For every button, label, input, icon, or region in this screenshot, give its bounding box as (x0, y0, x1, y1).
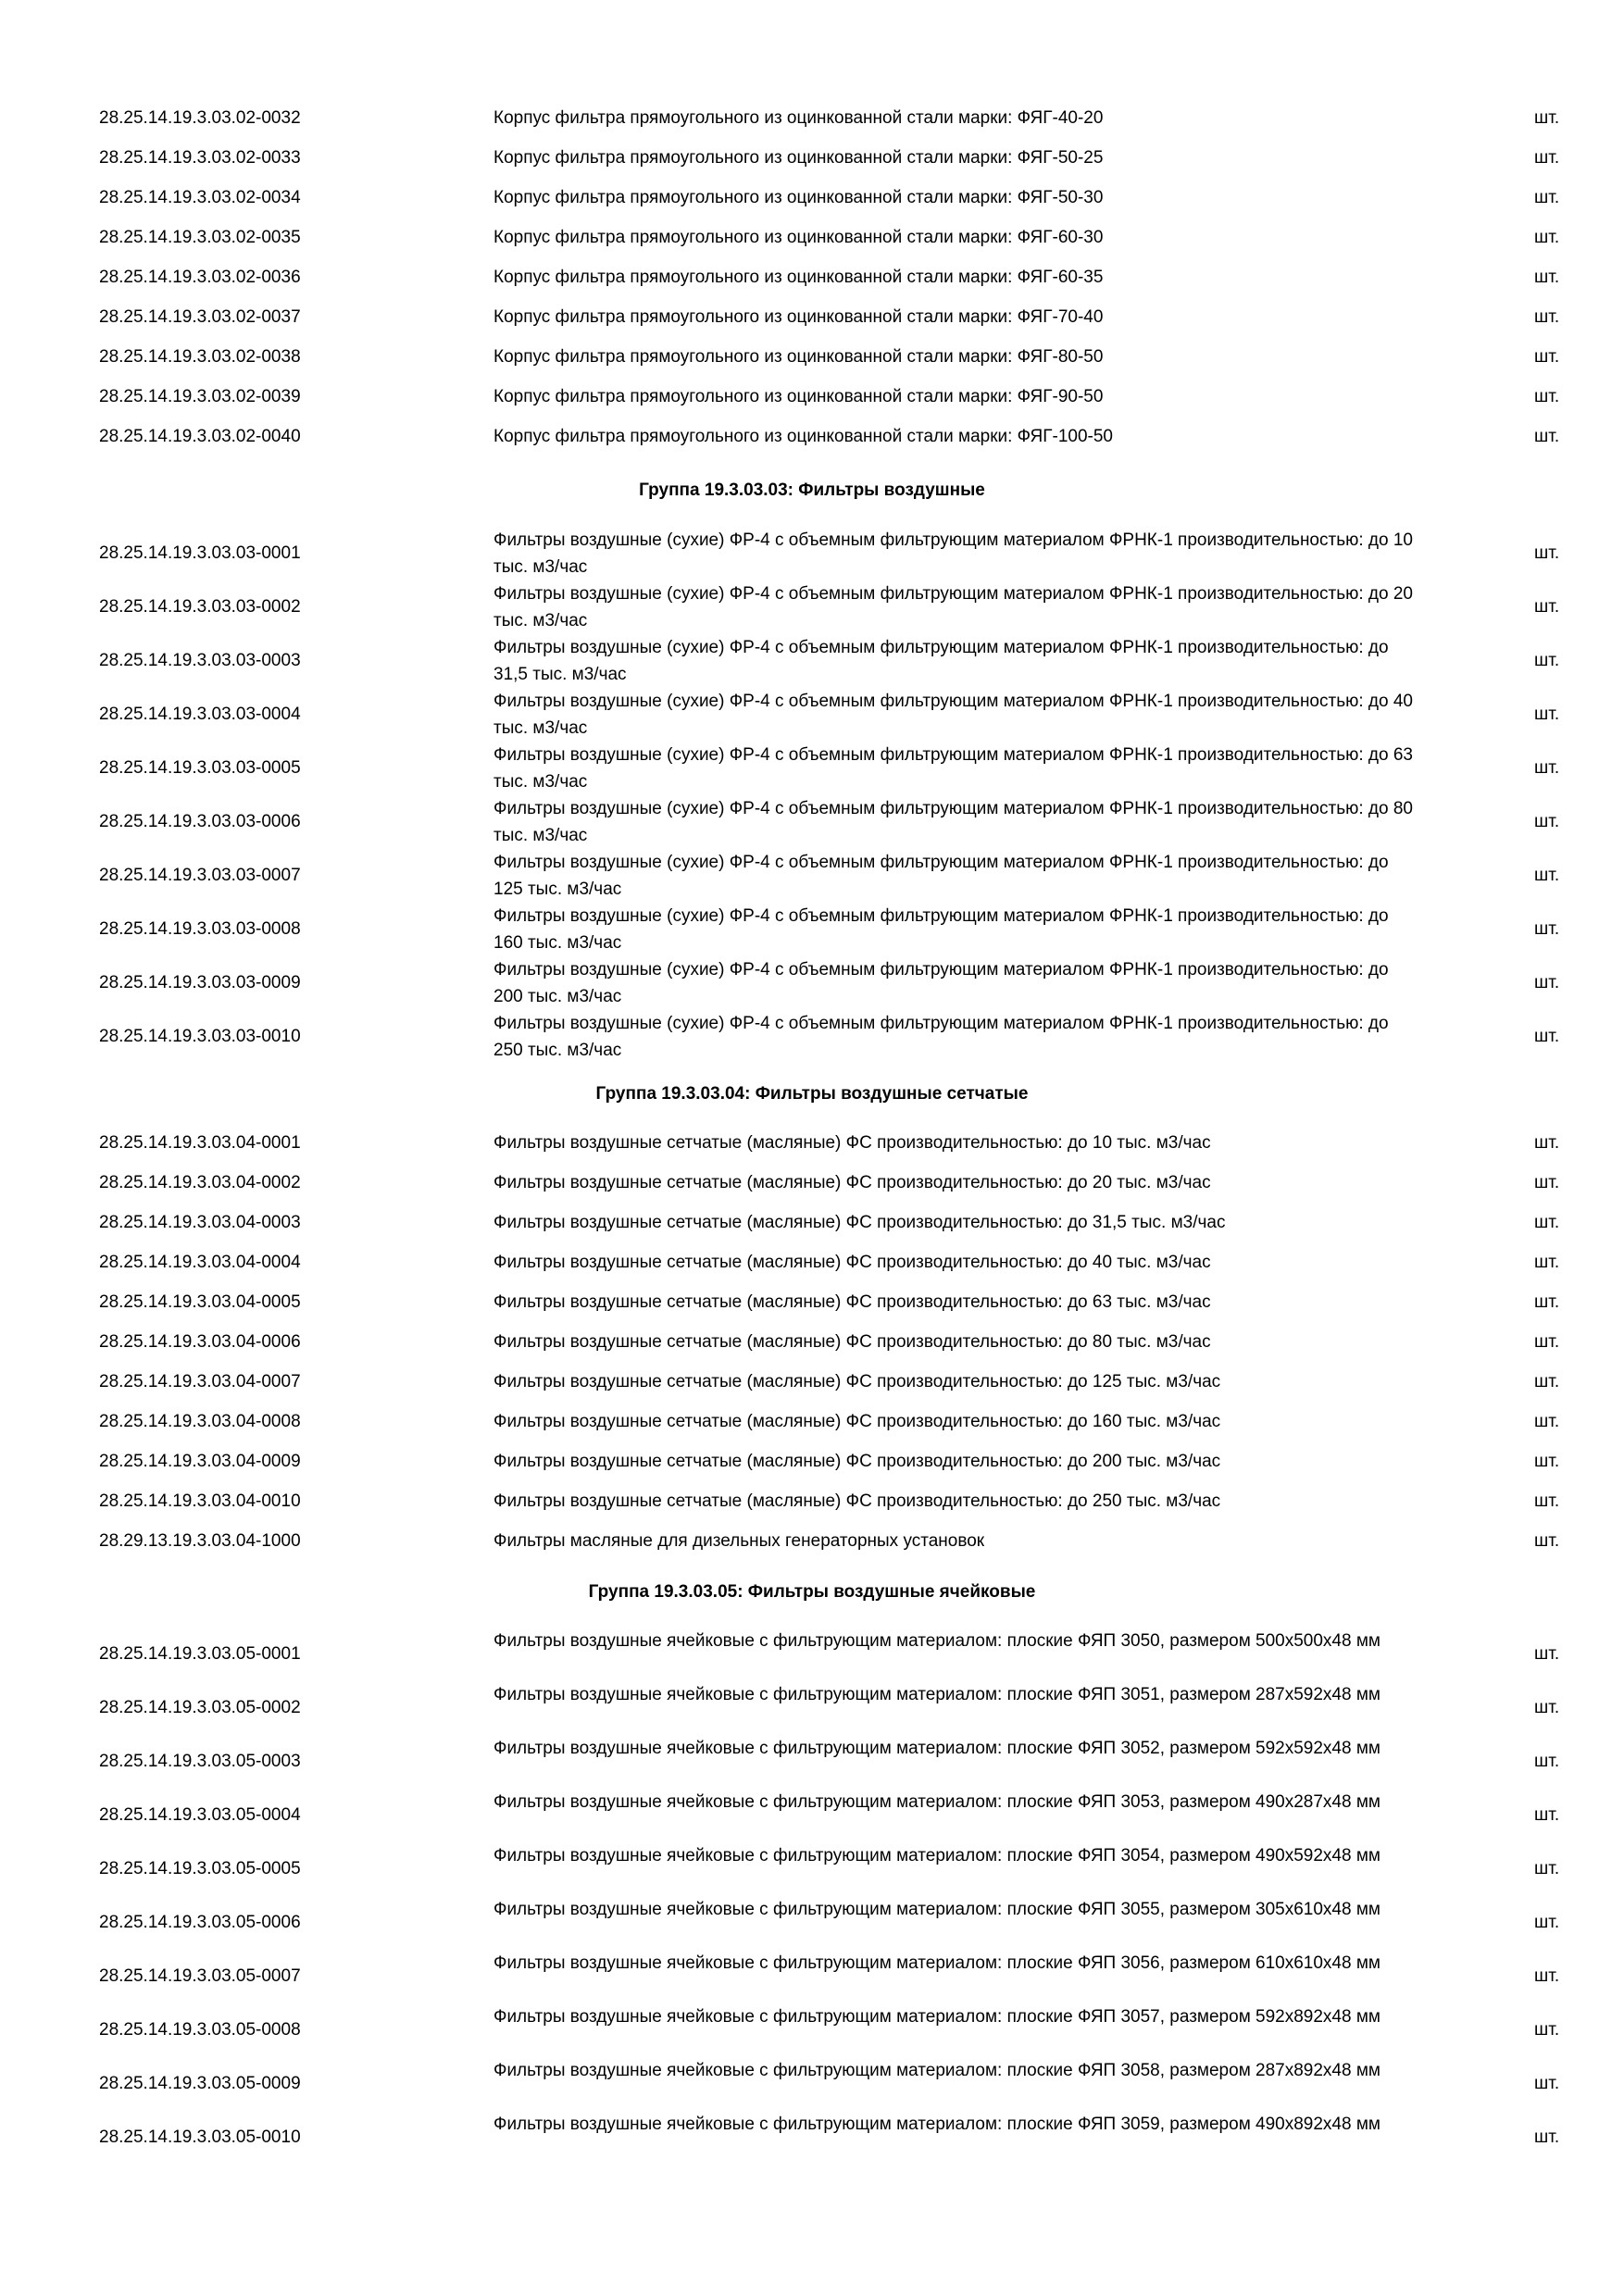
row-code: 28.25.14.19.3.03.02-0038 (99, 347, 301, 367)
row-code: 28.25.14.19.3.03.03-0007 (99, 866, 301, 885)
row-unit: шт. (1534, 1491, 1560, 1511)
row-unit: шт. (1534, 1372, 1560, 1391)
row-code: 28.25.14.19.3.03.04-0010 (99, 1491, 301, 1511)
row-name: Корпус фильтра прямоугольного из оцинкованной стали марки: ФЯГ-80-50 (493, 347, 1104, 367)
table-row (0, 2003, 1624, 2057)
table-row (0, 1789, 1624, 1842)
row-code: 28.25.14.19.3.03.04-0006 (99, 1332, 301, 1352)
row-code: 28.25.14.19.3.03.03-0002 (99, 597, 301, 617)
row-name: Фильтры воздушные ячейковые с фильтрующим материалом: плоские ФЯП 3057, размером 592х892х48 мм (493, 2007, 1380, 2027)
row-unit: шт. (1534, 919, 1560, 939)
row-unit: шт. (1534, 597, 1560, 617)
group-heading: Группа 19.3.03.04: Фильтры воздушные сетчатые (595, 1084, 1029, 1104)
row-name: Фильтры воздушные сетчатые (масляные) ФС производительностью: до 10 тыс. м3/час (493, 1133, 1211, 1153)
row-code: 28.25.14.19.3.03.02-0039 (99, 387, 301, 406)
row-unit: шт. (1534, 427, 1560, 446)
row-name: Фильтры воздушные ячейковые с фильтрующим материалом: плоские ФЯП 3050, размером 500х500х48 мм (493, 1631, 1380, 1651)
row-unit: шт. (1534, 1859, 1560, 1878)
row-name: Фильтры воздушные сетчатые (масляные) ФС производительностью: до 80 тыс. м3/час (493, 1332, 1211, 1352)
row-unit: шт. (1534, 1698, 1560, 1717)
row-unit: шт. (1534, 307, 1560, 327)
row-unit: шт. (1534, 1133, 1560, 1153)
row-code: 28.25.14.19.3.03.04-0004 (99, 1253, 301, 1272)
row-code: 28.25.14.19.3.03.02-0040 (99, 427, 301, 446)
row-code: 28.25.14.19.3.03.05-0002 (99, 1698, 301, 1717)
table-row (0, 1950, 1624, 2003)
row-unit: шт. (1534, 1173, 1560, 1192)
row-code: 28.25.14.19.3.03.02-0033 (99, 148, 301, 168)
row-name: Фильтры воздушные ячейковые с фильтрующим материалом: плоские ФЯП 3051, размером 287х592х48 мм (493, 1685, 1380, 1704)
row-name: Фильтры масляные для дизельных генераторных установок (493, 1531, 985, 1551)
table-row (0, 527, 1624, 580)
table-row (0, 795, 1624, 849)
row-code: 28.25.14.19.3.03.03-0009 (99, 973, 301, 992)
row-unit: шт. (1534, 543, 1560, 563)
row-unit: шт. (1534, 148, 1560, 168)
row-unit: шт. (1534, 228, 1560, 247)
table-row (0, 634, 1624, 688)
row-code: 28.25.14.19.3.03.05-0005 (99, 1859, 301, 1878)
row-code: 28.25.14.19.3.03.04-0005 (99, 1292, 301, 1312)
row-unit: шт. (1534, 268, 1560, 287)
row-unit: шт. (1534, 705, 1560, 724)
row-unit: шт. (1534, 973, 1560, 992)
row-name: Фильтры воздушные сетчатые (масляные) ФС производительностью: до 125 тыс. м3/час (493, 1372, 1221, 1391)
row-name: Корпус фильтра прямоугольного из оцинкованной стали марки: ФЯГ-50-25 (493, 148, 1104, 168)
table-row (0, 1735, 1624, 1789)
row-code: 28.25.14.19.3.03.05-0010 (99, 2128, 301, 2147)
row-name: Корпус фильтра прямоугольного из оцинкованной стали марки: ФЯГ-70-40 (493, 307, 1104, 327)
row-code: 28.25.14.19.3.03.04-0003 (99, 1213, 301, 1232)
row-name: Фильтры воздушные сетчатые (масляные) ФС производительностью: до 63 тыс. м3/час (493, 1292, 1211, 1312)
table-row (0, 688, 1624, 742)
row-name: Корпус фильтра прямоугольного из оцинкованной стали марки: ФЯГ-60-35 (493, 268, 1104, 287)
row-name: Фильтры воздушные ячейковые с фильтрующим материалом: плоские ФЯП 3053, размером 490х287х48 мм (493, 1792, 1380, 1812)
row-unit: шт. (1534, 1412, 1560, 1431)
row-code: 28.25.14.19.3.03.02-0034 (99, 188, 301, 207)
row-code: 28.25.14.19.3.03.03-0005 (99, 758, 301, 778)
row-name: Фильтры воздушные (сухие) ФР-4 с объемным фильтрующим материалом ФРНК-1 производительностью: до 63 тыс. м3/час (493, 745, 1413, 792)
row-code: 28.25.14.19.3.03.05-0004 (99, 1805, 301, 1825)
row-unit: шт. (1534, 758, 1560, 778)
row-name: Фильтры воздушные (сухие) ФР-4 с объемным фильтрующим материалом ФРНК-1 производительностью: до 31,5 тыс. м3/час (493, 638, 1389, 684)
row-name: Фильтры воздушные ячейковые с фильтрующим материалом: плоские ФЯП 3054, размером 490х592х48 мм (493, 1846, 1380, 1866)
row-code: 28.25.14.19.3.03.03-0008 (99, 919, 301, 939)
row-unit: шт. (1534, 651, 1560, 670)
row-unit: шт. (1534, 1027, 1560, 1046)
table-row (0, 1896, 1624, 1950)
row-name: Фильтры воздушные (сухие) ФР-4 с объемным фильтрующим материалом ФРНК-1 производительностью: до 200 тыс. м3/час (493, 960, 1389, 1006)
row-unit: шт. (1534, 1752, 1560, 1771)
row-unit: шт. (1534, 1292, 1560, 1312)
row-code: 28.25.14.19.3.03.04-0002 (99, 1173, 301, 1192)
row-name: Фильтры воздушные (сухие) ФР-4 с объемным фильтрующим материалом ФРНК-1 производительностью: до 80 тыс. м3/час (493, 799, 1413, 845)
row-name: Фильтры воздушные ячейковые с фильтрующим материалом: плоские ФЯП 3059, размером 490х892х48 мм (493, 2115, 1380, 2134)
row-name: Корпус фильтра прямоугольного из оцинкованной стали марки: ФЯГ-100-50 (493, 427, 1113, 446)
row-code: 28.25.14.19.3.03.03-0003 (99, 651, 301, 670)
row-code: 28.25.14.19.3.03.02-0036 (99, 268, 301, 287)
row-name: Фильтры воздушные сетчатые (масляные) ФС производительностью: до 31,5 тыс. м3/час (493, 1213, 1226, 1232)
row-code: 28.29.13.19.3.03.04-1000 (99, 1531, 301, 1551)
row-unit: шт. (1534, 1452, 1560, 1471)
table-row (0, 2057, 1624, 2111)
row-name: Фильтры воздушные ячейковые с фильтрующим материалом: плоские ФЯП 3055, размером 305х610х48 мм (493, 1900, 1380, 1919)
row-unit: шт. (1534, 1213, 1560, 1232)
row-name: Фильтры воздушные (сухие) ФР-4 с объемным фильтрующим материалом ФРНК-1 производительностью: до 10 тыс. м3/час (493, 530, 1413, 577)
table-row (0, 903, 1624, 956)
row-unit: шт. (1534, 2074, 1560, 2093)
row-unit: шт. (1534, 387, 1560, 406)
row-unit: шт. (1534, 1966, 1560, 1986)
row-code: 28.25.14.19.3.03.04-0001 (99, 1133, 301, 1153)
row-unit: шт. (1534, 108, 1560, 128)
row-name: Корпус фильтра прямоугольного из оцинкованной стали марки: ФЯГ-90-50 (493, 387, 1104, 406)
row-code: 28.25.14.19.3.03.02-0037 (99, 307, 301, 327)
row-code: 28.25.14.19.3.03.05-0008 (99, 2020, 301, 2040)
row-unit: шт. (1534, 347, 1560, 367)
row-name: Корпус фильтра прямоугольного из оцинкованной стали марки: ФЯГ-50-30 (493, 188, 1104, 207)
table-row (0, 1628, 1624, 1681)
row-name: Фильтры воздушные сетчатые (масляные) ФС производительностью: до 250 тыс. м3/час (493, 1491, 1221, 1511)
row-unit: шт. (1534, 2128, 1560, 2147)
row-unit: шт. (1534, 1644, 1560, 1664)
row-name: Корпус фильтра прямоугольного из оцинкованной стали марки: ФЯГ-40-20 (493, 108, 1104, 128)
row-code: 28.25.14.19.3.03.02-0032 (99, 108, 301, 128)
row-name: Фильтры воздушные сетчатые (масляные) ФС производительностью: до 20 тыс. м3/час (493, 1173, 1211, 1192)
row-name: Фильтры воздушные ячейковые с фильтрующим материалом: плоские ФЯП 3052, размером 592х592х48 мм (493, 1739, 1380, 1758)
table-row (0, 1842, 1624, 1896)
group-heading: Группа 19.3.03.03: Фильтры воздушные (639, 480, 985, 500)
row-code: 28.25.14.19.3.03.05-0009 (99, 2074, 301, 2093)
row-name: Фильтры воздушные ячейковые с фильтрующим материалом: плоские ФЯП 3056, размером 610х610х48 мм (493, 1953, 1380, 1973)
row-unit: шт. (1534, 1332, 1560, 1352)
row-code: 28.25.14.19.3.03.05-0007 (99, 1966, 301, 1986)
row-name: Фильтры воздушные сетчатые (масляные) ФС производительностью: до 200 тыс. м3/час (493, 1452, 1221, 1471)
row-unit: шт. (1534, 1805, 1560, 1825)
row-name: Фильтры воздушные (сухие) ФР-4 с объемным фильтрующим материалом ФРНК-1 производительностью: до 40 тыс. м3/час (493, 692, 1413, 738)
row-unit: шт. (1534, 1253, 1560, 1272)
row-name: Фильтры воздушные (сухие) ФР-4 с объемным фильтрующим материалом ФРНК-1 производительностью: до 250 тыс. м3/час (493, 1014, 1389, 1060)
table-row (0, 849, 1624, 903)
row-unit: шт. (1534, 1531, 1560, 1551)
row-unit: шт. (1534, 866, 1560, 885)
group-heading: Группа 19.3.03.05: Фильтры воздушные ячейковые (588, 1582, 1036, 1602)
row-code: 28.25.14.19.3.03.03-0006 (99, 812, 301, 831)
row-unit: шт. (1534, 2020, 1560, 2040)
table-row (0, 742, 1624, 795)
row-code: 28.25.14.19.3.03.03-0001 (99, 543, 301, 563)
row-name: Фильтры воздушные сетчатые (масляные) ФС производительностью: до 160 тыс. м3/час (493, 1412, 1221, 1431)
row-unit: шт. (1534, 188, 1560, 207)
row-code: 28.25.14.19.3.03.04-0009 (99, 1452, 301, 1471)
row-code: 28.25.14.19.3.03.03-0004 (99, 705, 301, 724)
row-unit: шт. (1534, 812, 1560, 831)
row-name: Фильтры воздушные (сухие) ФР-4 с объемным фильтрующим материалом ФРНК-1 производительностью: до 20 тыс. м3/час (493, 584, 1413, 630)
row-code: 28.25.14.19.3.03.05-0006 (99, 1913, 301, 1932)
table-row (0, 956, 1624, 1010)
table-row (0, 1010, 1624, 1064)
row-code: 28.25.14.19.3.03.02-0035 (99, 228, 301, 247)
row-code: 28.25.14.19.3.03.05-0001 (99, 1644, 301, 1664)
row-name: Фильтры воздушные (сухие) ФР-4 с объемным фильтрующим материалом ФРНК-1 производительностью: до 125 тыс. м3/час (493, 853, 1389, 899)
table-row (0, 1681, 1624, 1735)
table-row (0, 580, 1624, 634)
row-unit: шт. (1534, 1913, 1560, 1932)
row-name: Корпус фильтра прямоугольного из оцинкованной стали марки: ФЯГ-60-30 (493, 228, 1104, 247)
row-name: Фильтры воздушные (сухие) ФР-4 с объемным фильтрующим материалом ФРНК-1 производительностью: до 160 тыс. м3/час (493, 906, 1389, 953)
row-code: 28.25.14.19.3.03.04-0007 (99, 1372, 301, 1391)
row-code: 28.25.14.19.3.03.04-0008 (99, 1412, 301, 1431)
row-code: 28.25.14.19.3.03.05-0003 (99, 1752, 301, 1771)
table-row (0, 2111, 1624, 2165)
row-code: 28.25.14.19.3.03.03-0010 (99, 1027, 301, 1046)
row-name: Фильтры воздушные сетчатые (масляные) ФС производительностью: до 40 тыс. м3/час (493, 1253, 1211, 1272)
row-name: Фильтры воздушные ячейковые с фильтрующим материалом: плоские ФЯП 3058, размером 287х892х48 мм (493, 2061, 1380, 2080)
